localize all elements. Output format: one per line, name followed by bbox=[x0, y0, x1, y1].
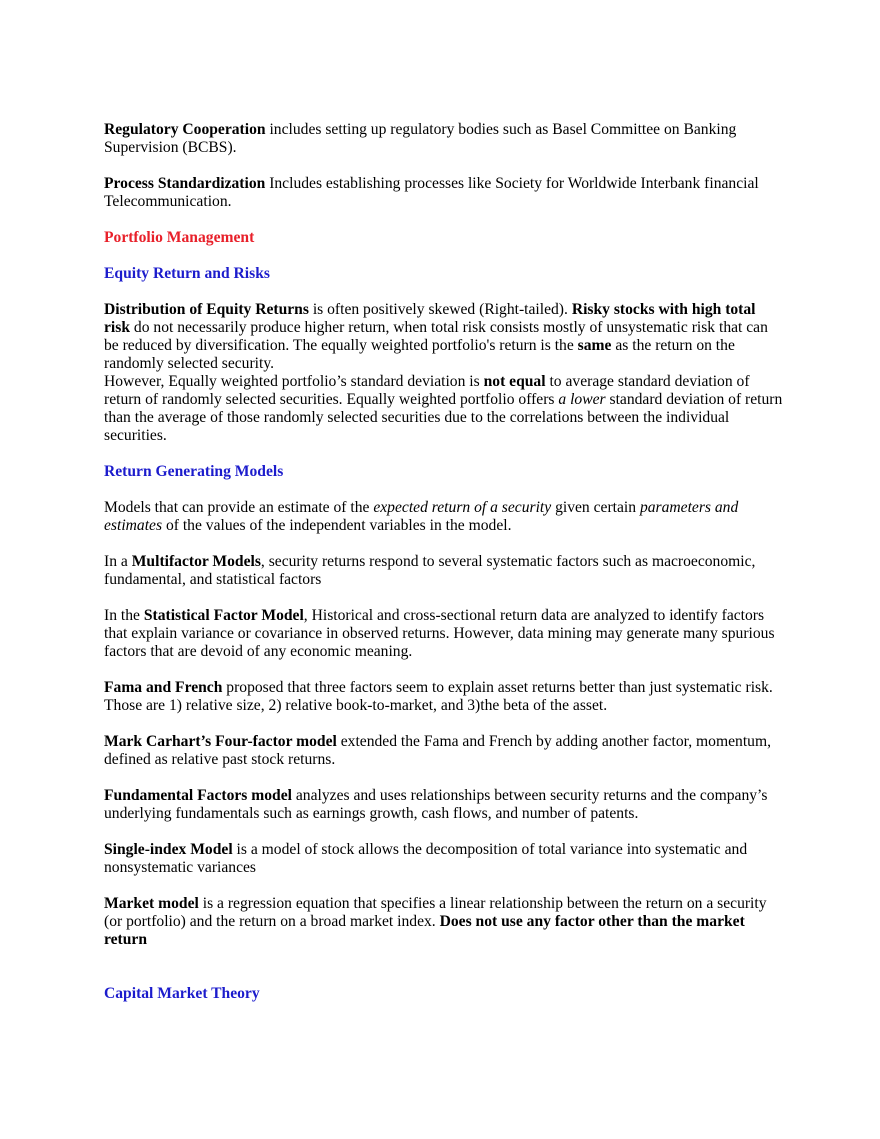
however-text-2: to average standard deviation of return of randomly selected securities. Equally weighted portfolio offers bbox=[104, 373, 750, 408]
term-not-equal: not equal bbox=[483, 373, 546, 390]
document-body bbox=[104, 121, 784, 1021]
single-index-paragraph bbox=[104, 841, 784, 877]
models-text-1: Models that can provide an estimate of the bbox=[104, 499, 374, 516]
however-text-3: standard deviation of return than the average of those randomly selected securities due to the correlations between the individual securities. bbox=[104, 391, 783, 444]
models-text-2: given certain bbox=[551, 499, 640, 516]
carhart-paragraph bbox=[104, 733, 784, 769]
process-text: Includes establishing processes like Society for Worldwide Interbank financial Telecommunication. bbox=[104, 175, 759, 210]
term-multifactor-models: Multifactor Models bbox=[131, 553, 261, 570]
models-text-3: of the values of the independent variables in the model. bbox=[162, 517, 512, 534]
heading-equity-return-and-risks: Equity Return and Risks bbox=[104, 265, 270, 282]
distribution-text-2: do not necessarily produce higher return, when total risk consists mostly of unsystematic risk that can be reduced by diversification. The equally weighted portfolio's return is the bbox=[104, 319, 768, 354]
single-index-text: is a model of stock allows the decomposition of total variance into systematic and nonsystematic variances bbox=[104, 841, 748, 876]
multifactor-paragraph bbox=[104, 553, 784, 589]
regulatory-text: includes setting up regulatory bodies such as Basel Committee on Banking Supervision (BCBS). bbox=[104, 121, 737, 156]
term-distribution-of-equity-returns: Distribution of Equity Returns bbox=[104, 301, 309, 318]
term-statistical-factor-model: Statistical Factor Model bbox=[143, 607, 304, 624]
statistical-text-1: In the bbox=[104, 607, 144, 624]
term-same: same bbox=[577, 337, 612, 354]
term-fama-and-french: Fama and French bbox=[104, 679, 223, 696]
multifactor-text-2: , security returns respond to several systematic factors such as macroeconomic, fundamental, and statistical factors bbox=[104, 553, 756, 588]
statistical-text-2: , Historical and cross-sectional return data are analyzed to identify factors that explain variance or covariance in observed returns. However, data mining may generate many spurious factors that are devoid of any economic meaning. bbox=[104, 607, 775, 660]
heading-capital-market-theory: Capital Market Theory bbox=[104, 985, 260, 1002]
term-fundamental-factors-model: Fundamental Factors model bbox=[104, 787, 292, 804]
heading-return-generating-models: Return Generating Models bbox=[104, 463, 284, 480]
term-regulatory-cooperation: Regulatory Cooperation bbox=[104, 121, 266, 138]
distribution-text-3: as the return on the randomly selected security. bbox=[104, 337, 735, 372]
however-paragraph bbox=[104, 373, 784, 445]
models-paragraph bbox=[104, 499, 784, 535]
statistical-factor-paragraph bbox=[104, 607, 784, 661]
process-standardization-paragraph bbox=[104, 175, 784, 211]
market-model-paragraph bbox=[104, 895, 784, 949]
fundamental-text: analyzes and uses relationships between security returns and the company’s underlying fundamentals such as earnings growth, cash flows, and number of patents. bbox=[104, 787, 768, 822]
fama-french-paragraph bbox=[104, 679, 784, 715]
spacer bbox=[104, 967, 784, 985]
fama-text: proposed that three factors seem to explain asset returns better than just systematic risk. Those are 1) relative size, 2) relative book-to-market, and 3)the beta of the asset. bbox=[104, 679, 773, 714]
term-single-index-model: Single-index Model bbox=[104, 841, 233, 858]
carhart-text: extended the Fama and French by adding another factor, momentum, defined as relative past stock returns. bbox=[104, 733, 771, 768]
distribution-text-1: is often positively skewed (Right-tailed). bbox=[308, 301, 572, 318]
heading-portfolio-management: Portfolio Management bbox=[104, 229, 255, 246]
regulatory-cooperation-paragraph bbox=[104, 121, 784, 157]
term-risky-stocks: Risky stocks with high total risk bbox=[104, 301, 756, 336]
however-text-1: However, Equally weighted portfolio’s standard deviation is bbox=[104, 373, 484, 390]
distribution-paragraph bbox=[104, 301, 784, 373]
term-no-other-factor: Does not use any factor other than the market return bbox=[104, 913, 745, 948]
term-market-model: Market model bbox=[104, 895, 199, 912]
fundamental-factors-paragraph bbox=[104, 787, 784, 823]
emphasis-expected-return: expected return of a security bbox=[373, 499, 552, 516]
term-carhart-four-factor: Mark Carhart’s Four-factor model bbox=[104, 733, 337, 750]
market-model-text: is a regression equation that specifies a linear relationship between the return on a security (or portfolio) and the return on a broad market index. bbox=[104, 895, 767, 930]
multifactor-text-1: In a bbox=[104, 553, 132, 570]
emphasis-a-lower: a lower bbox=[558, 391, 606, 408]
emphasis-parameters: parameters and estimates bbox=[104, 499, 739, 534]
term-process-standardization: Process Standardization bbox=[104, 175, 266, 192]
